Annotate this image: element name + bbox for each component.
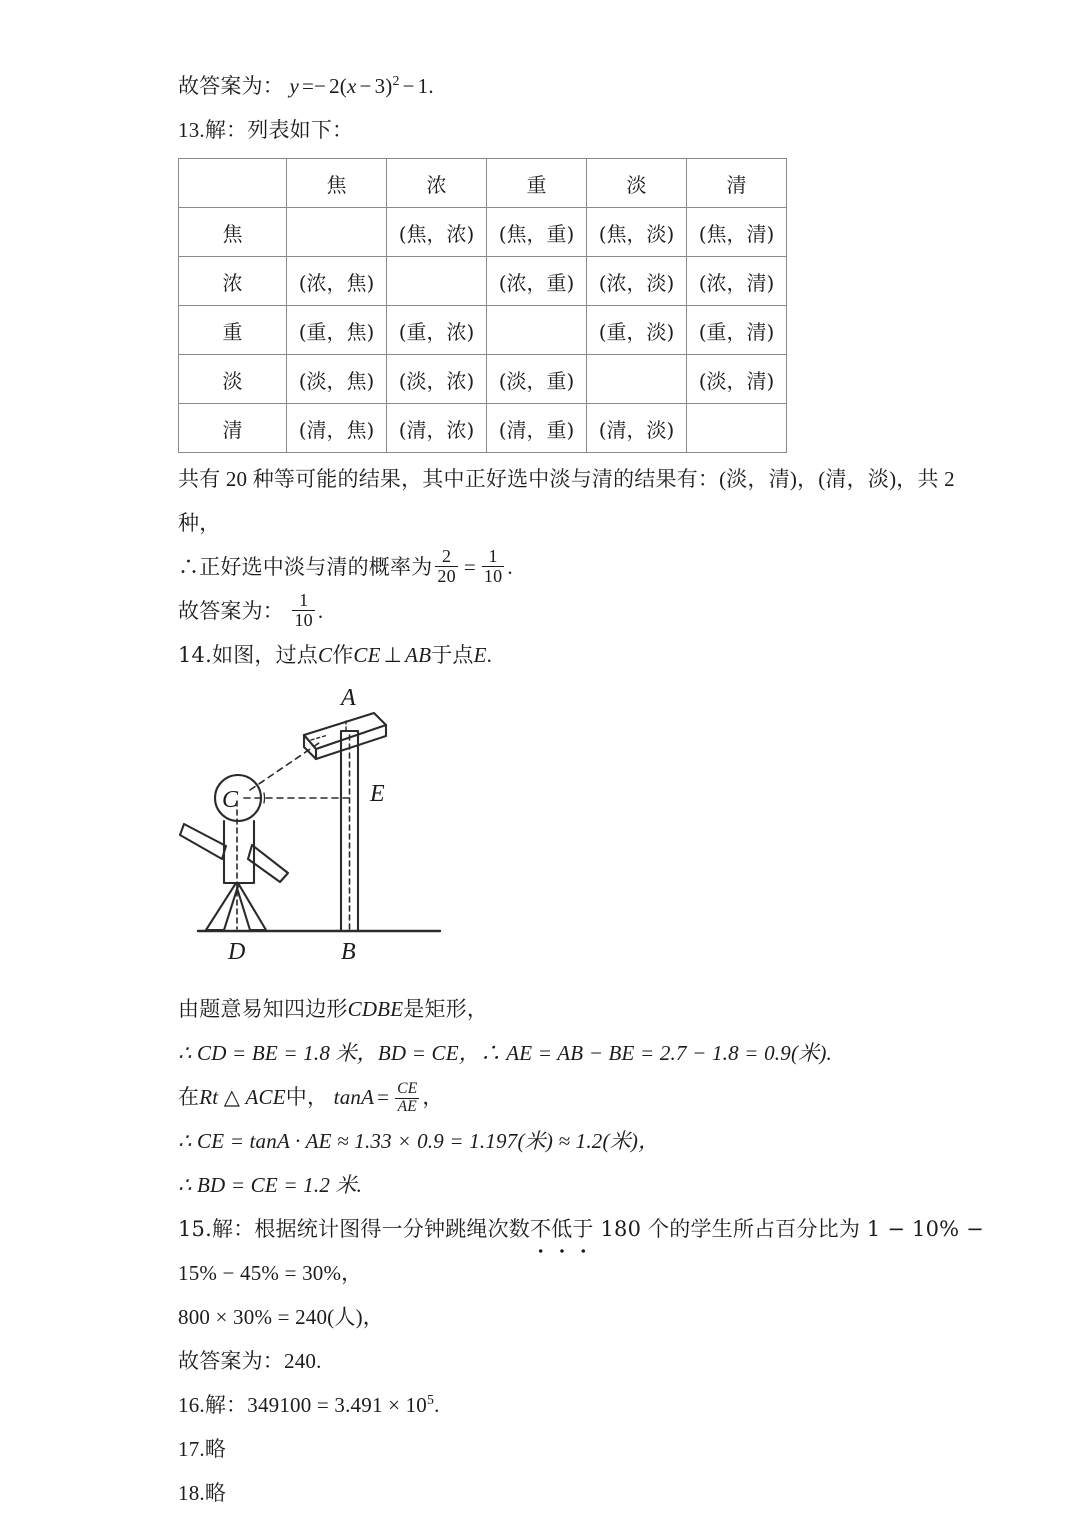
problem-intro-14 [178,633,908,677]
sci-notation-exponent: 5 [427,1392,435,1407]
bd-result-line: ∴ BD = CE = 1.2 米. [178,1173,363,1197]
answer-prefix-12: 故答案为： [178,74,284,98]
table-row [179,257,787,306]
probability-prefix: ∴正好选中淡与清的概率为 [178,555,433,579]
figure-container [178,683,908,983]
rt-label: Rt [199,1085,219,1109]
page-content [178,64,984,1515]
probability-line [178,545,908,589]
table-corner-cell [179,159,287,208]
table-cell: (浓，焦) [287,257,387,306]
table-header-row [179,159,787,208]
rect-text-b: 是矩形， [403,997,489,1021]
figure-label-C: C [222,787,239,813]
tan-a-label: tanA [333,1085,375,1109]
triangle-symbol: △ [223,1085,241,1109]
intro-text-c: 于点 [431,643,474,667]
table-cell [387,257,487,306]
sign-board [304,713,386,759]
table-cell: (重，浓) [387,306,487,355]
table-cell: (重，清) [687,306,787,355]
table-cell: (重，焦) [287,306,387,355]
point-e-label: E [473,643,487,667]
table-row-header: 重 [179,306,287,355]
answer-suffix-13: . [317,599,324,623]
person-left-leg [206,883,238,930]
table-col-header: 焦 [287,159,387,208]
answer-line-12: 故答案为： $y =- 2(x - 3)^2 - 1$. [178,73,434,98]
table-col-header: 重 [487,159,587,208]
outcome-count-line-1: 共有 20 种等可能的结果，其中正好选中淡与清的结果有：(淡，清)，(清，淡)，共 2 [178,467,955,491]
table-row-header: 淡 [179,355,287,404]
table-cell: (清，焦) [287,404,387,453]
ce-computation-line: ∴ CE = tanA · AE ≈ 1.33 × 0.9 = 1.197(米) ≈ 1.2(米)， [178,1129,660,1153]
table-cell: (焦，淡) [587,208,687,257]
table-row-header: 清 [179,404,287,453]
outcome-count-line-2: 种， [178,511,221,535]
table-col-header: 浓 [387,159,487,208]
triangle-ace-label: ACE [245,1085,286,1109]
table-cell: (浓，重) [487,257,587,306]
answer-prefix-13: 故答案为： [178,599,284,623]
answer-math-12: y [289,74,299,98]
table-cell [487,306,587,355]
problem-15-answer: 故答案为：240. [178,1349,322,1373]
solution-intro-13: 13.解：列表如下： [178,118,354,142]
table-cell: (淡，浓) [387,355,487,404]
table-cell: (浓，清) [687,257,787,306]
point-c-label: C [318,643,333,667]
table-row [179,355,787,404]
sci-notation-prefix: 16.解：349100 = 3.491 × 10 [178,1393,427,1417]
answer-fraction-1-10: $\frac{1}{10}$ [294,589,313,631]
table-row-header: 浓 [179,257,287,306]
segment-values-line: ∴ CD = BE = 1.8 米，BD = CE，∴ AE = AB − BE = 2.7 − 1.8 = 0.9(米). [178,1041,832,1065]
table-cell: (清，重) [487,404,587,453]
segment-ce-label: CE [353,643,381,667]
equals-sign: = [463,555,476,579]
table-cell: (清，浓) [387,404,487,453]
segment-ca-dashed [250,743,319,790]
problem-18-line: 18.略 [178,1481,227,1505]
outcomes-table [178,158,787,453]
tan-text-b: 中， [285,1085,329,1109]
person-right-leg [237,883,266,930]
table-cell [687,404,787,453]
table-row-header: 焦 [179,208,287,257]
table-cell: (重，淡) [587,306,687,355]
probability-suffix: . [507,555,513,579]
problem-15-line-1 [178,1207,984,1251]
table-cell [587,355,687,404]
table-row [179,208,787,257]
fraction-2-20: $\frac{2}{20}$ [437,545,456,587]
problem-15-line-2: 15% − 45% = 30%， [178,1261,363,1285]
sci-notation-suffix: . [434,1393,440,1417]
tan-definition-line [178,1075,908,1119]
table-cell: (淡，重) [487,355,587,404]
problem-15-line-3: 800 × 30% = 240(人)， [178,1305,384,1329]
person-measuring-pole-diagram [178,683,598,973]
rect-text-a: 由题意易知四边形 [178,997,348,1021]
rect-statement-line [178,987,908,1031]
quad-cdbe-label: CDBE [347,997,404,1021]
tan-trailing-comma: ， [422,1085,444,1109]
table-row [179,404,787,453]
table-cell: (焦，重) [487,208,587,257]
figure-label-A: A [341,685,356,711]
table-cell: (焦，浓) [387,208,487,257]
intro-text-a: 14.如图，过点 [178,643,318,667]
person-left-arm [180,824,226,859]
table-col-header: 淡 [587,159,687,208]
table-cell [287,208,387,257]
perpendicular-symbol: ⊥ [383,643,403,667]
table-row [179,306,787,355]
stat-text-a: 15.解：根据统计图得一分钟跳绳次数 [178,1217,530,1241]
figure-label-B: B [341,939,356,965]
fraction-ce-ae: $\frac{CE}{AE}$ [397,1079,418,1115]
table-cell: (焦，清) [687,208,787,257]
table-cell: (浓，淡) [587,257,687,306]
answer-line-13 [178,589,908,633]
table-cell: (清，淡) [587,404,687,453]
figure-label-D: D [228,939,246,965]
table-cell: (淡，焦) [287,355,387,404]
segment-ab-label: AB [405,643,432,667]
intro-period: . [486,643,493,667]
problem-16-line [178,1383,908,1427]
intro-text-b: 作 [332,643,354,667]
figure-label-E: E [370,781,385,807]
emphasized-phrase: 不低于 [530,1207,594,1251]
tan-equals-sign: = [377,1085,390,1109]
tan-text-a: 在 [178,1085,200,1109]
table-cell: (淡，清) [687,355,787,404]
table-col-header: 清 [687,159,787,208]
fraction-1-10: $\frac{1}{10}$ [483,545,503,587]
problem-17-line: 17.略 [178,1437,227,1461]
stat-text-b: 180 个的学生所占百分比为 1 − 10% − [593,1217,984,1241]
